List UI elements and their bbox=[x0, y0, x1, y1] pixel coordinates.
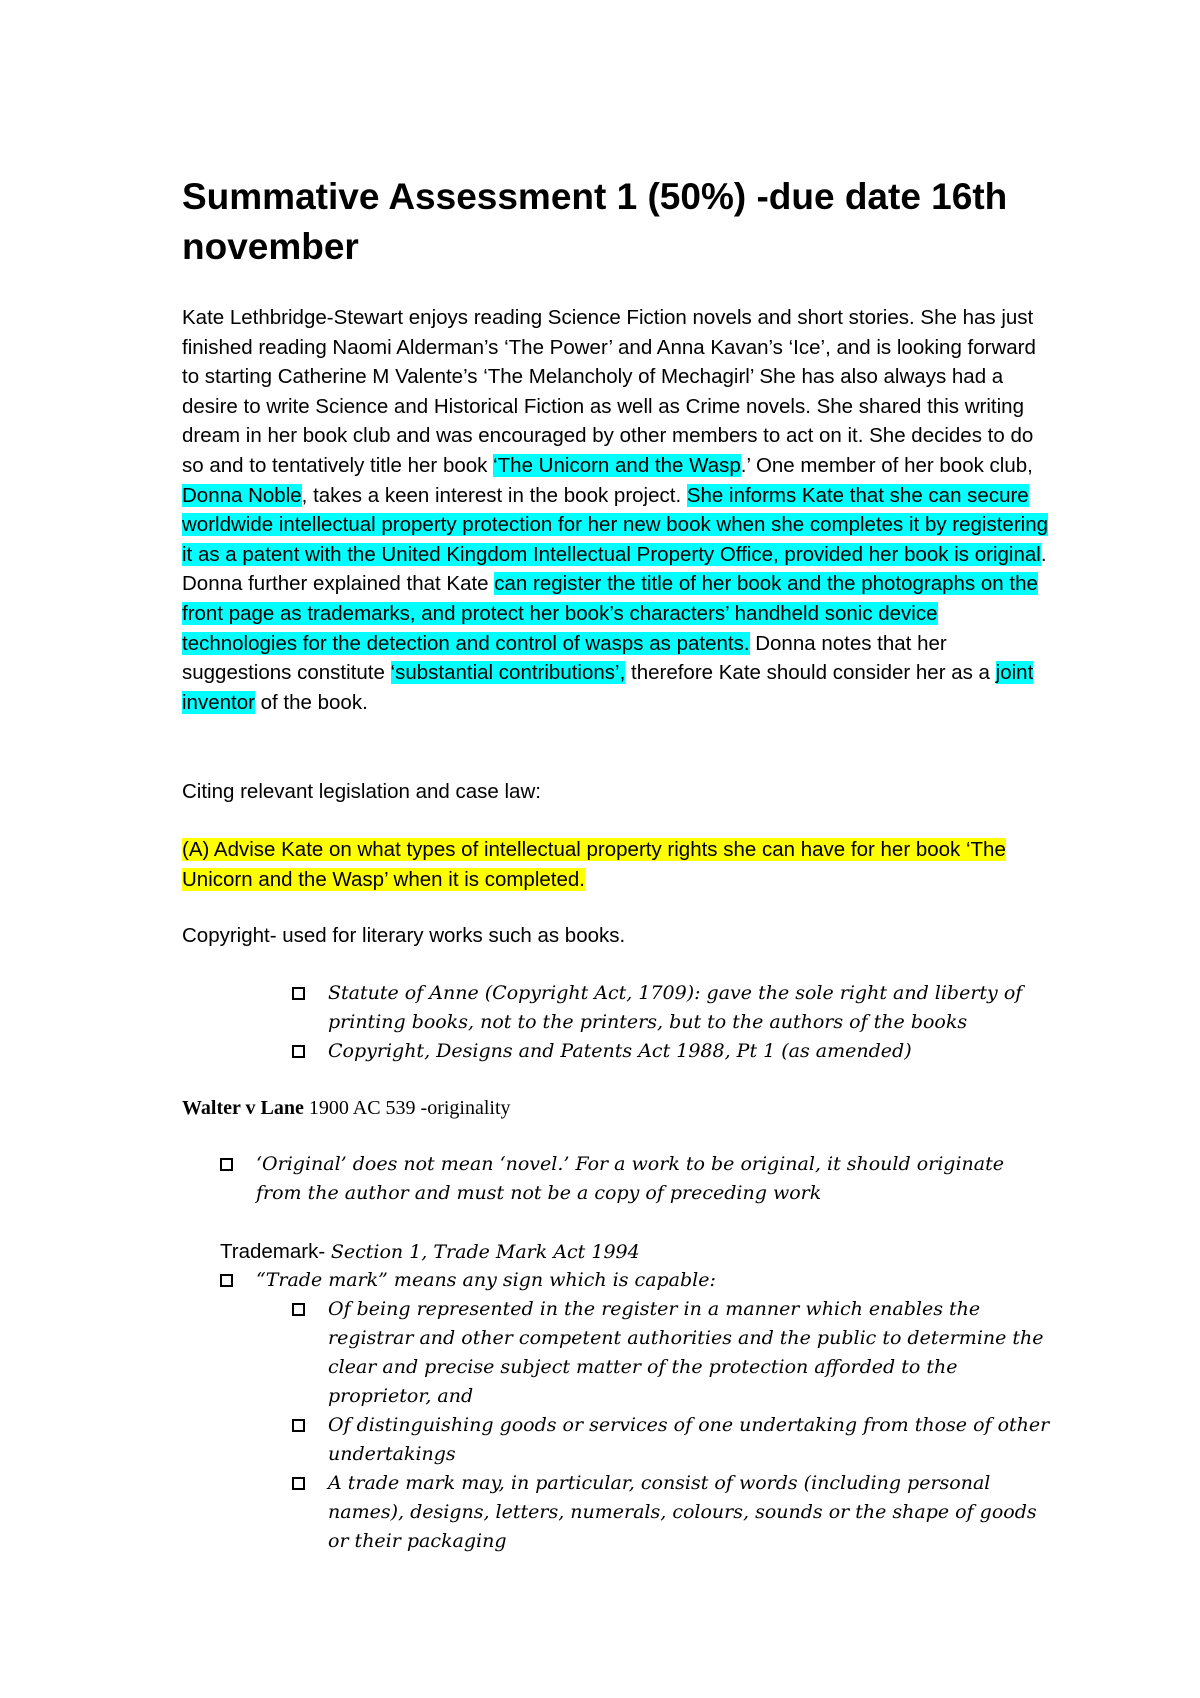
highlight-joint-inventor: joint inventor bbox=[182, 661, 1034, 714]
document-title: Summative Assessment 1 (50%) -due date 16th november bbox=[182, 176, 1008, 267]
trademark-reference: Section 1, Trade Mark Act 1994 bbox=[330, 1241, 640, 1263]
list-item bbox=[220, 1150, 1020, 1208]
checkbox-bullet-icon bbox=[220, 1158, 233, 1171]
case-reference: 1900 AC 539 -originality bbox=[303, 1097, 511, 1119]
list-item-text: Statute of Anne (Copyright Act, 1709): gave the sole right and liberty of printing books, not to the printers, but to the authors of the books bbox=[328, 982, 1023, 1033]
trademark-subpoints-list bbox=[292, 1295, 1052, 1556]
trademark-label: Trademark- bbox=[220, 1240, 331, 1263]
list-item bbox=[220, 1266, 1020, 1295]
checkbox-bullet-icon bbox=[220, 1274, 233, 1287]
scenario-text: Donna notes that her suggestions constitute bbox=[182, 631, 947, 685]
scenario-text: . Donna further explained that Kate bbox=[182, 542, 1047, 596]
case-citation bbox=[182, 1094, 1042, 1122]
originality-list bbox=[220, 1150, 1020, 1208]
highlight-book-title: ‘The Unicorn and the Wasp bbox=[493, 453, 741, 477]
list-item bbox=[292, 979, 1052, 1037]
trademark-definition-list bbox=[220, 1266, 1020, 1295]
copyright-list bbox=[292, 979, 1052, 1066]
highlight-substantial-contributions: ‘substantial contributions’, bbox=[390, 661, 626, 685]
checkbox-bullet-icon bbox=[292, 1045, 305, 1058]
highlight-patent-claim: She informs Kate that she can secure worldwide intellectual property protection for her new book when she completes it by registering it as a patent with the United Kingdom Intellectual Property Office, provided her book is original bbox=[182, 483, 1049, 566]
checkbox-bullet-icon bbox=[292, 1303, 305, 1316]
highlight-donna-noble: Donna Noble bbox=[182, 483, 302, 507]
trademark-heading bbox=[220, 1237, 1040, 1267]
highlight-trademark-claim: can register the title of her book and the photographs on the front page as trademarks, and protect her book’s characters’ handheld sonic device technologies for the detection and control of wasps as patents. bbox=[182, 572, 1038, 655]
scenario-text: of the book. bbox=[254, 690, 368, 714]
citing-instruction: Citing relevant legislation and case law: bbox=[182, 780, 541, 803]
copyright-heading: Copyright- used for literary works such as books. bbox=[182, 924, 626, 947]
list-item-text: A trade mark may, in particular, consist of words (including personal names), designs, letters, numerals, colours, sounds or the shape of goods or their packaging bbox=[328, 1472, 1037, 1552]
list-item-text: “Trade mark” means any sign which is capable: bbox=[256, 1269, 716, 1291]
list-item-text: Of distinguishing goods or services of one undertaking from those of other undertakings bbox=[328, 1414, 1050, 1465]
list-item-text: ‘Original’ does not mean ‘novel.’ For a work to be original, it should originate from the author and must not be a copy of preceding work bbox=[256, 1153, 1004, 1204]
scenario-text: Kate Lethbridge-Stewart enjoys reading Science Fiction novels and short stories. She has just finished reading Naomi Alderman’s ‘The Power’ and Anna Kavan’s ‘Ice’, and is looking forward to starting Catherine M Valente’s ‘The Melancholy of Mechagirl’ She has also always had a desire to write Science and Historical Fiction as well as Crime novels. She shared this writing dream in her book club and was encouraged by other members to act on it. She decides to do so and to tentatively title her book bbox=[182, 306, 1036, 477]
question-a-text: (A) Advise Kate on what types of intellectual property rights she can have for her book ‘The Unicorn and the Wasp’ when it is completed. bbox=[182, 838, 1006, 891]
scenario-text: therefore Kate should consider her as a bbox=[625, 661, 996, 685]
scenario-text: .’ One member of her book club, bbox=[740, 453, 1033, 477]
scenario-paragraph bbox=[182, 303, 1052, 717]
question-a bbox=[182, 835, 1042, 894]
list-item bbox=[292, 1037, 1052, 1066]
case-name: Walter v Lane bbox=[182, 1097, 304, 1119]
list-item-text: Copyright, Designs and Patents Act 1988, Pt 1 (as amended) bbox=[328, 1040, 912, 1062]
list-item bbox=[292, 1469, 1052, 1556]
list-item-text: Of being represented in the register in a manner which enables the registrar and other competent authorities and the public to determine the clear and precise subject matter of the protection afforded to the proprietor, and bbox=[328, 1298, 1044, 1407]
list-item bbox=[292, 1295, 1052, 1411]
checkbox-bullet-icon bbox=[292, 987, 305, 1000]
checkbox-bullet-icon bbox=[292, 1477, 305, 1490]
list-item bbox=[292, 1411, 1052, 1469]
scenario-text: , takes a keen interest in the book project. bbox=[301, 483, 687, 507]
checkbox-bullet-icon bbox=[292, 1419, 305, 1432]
